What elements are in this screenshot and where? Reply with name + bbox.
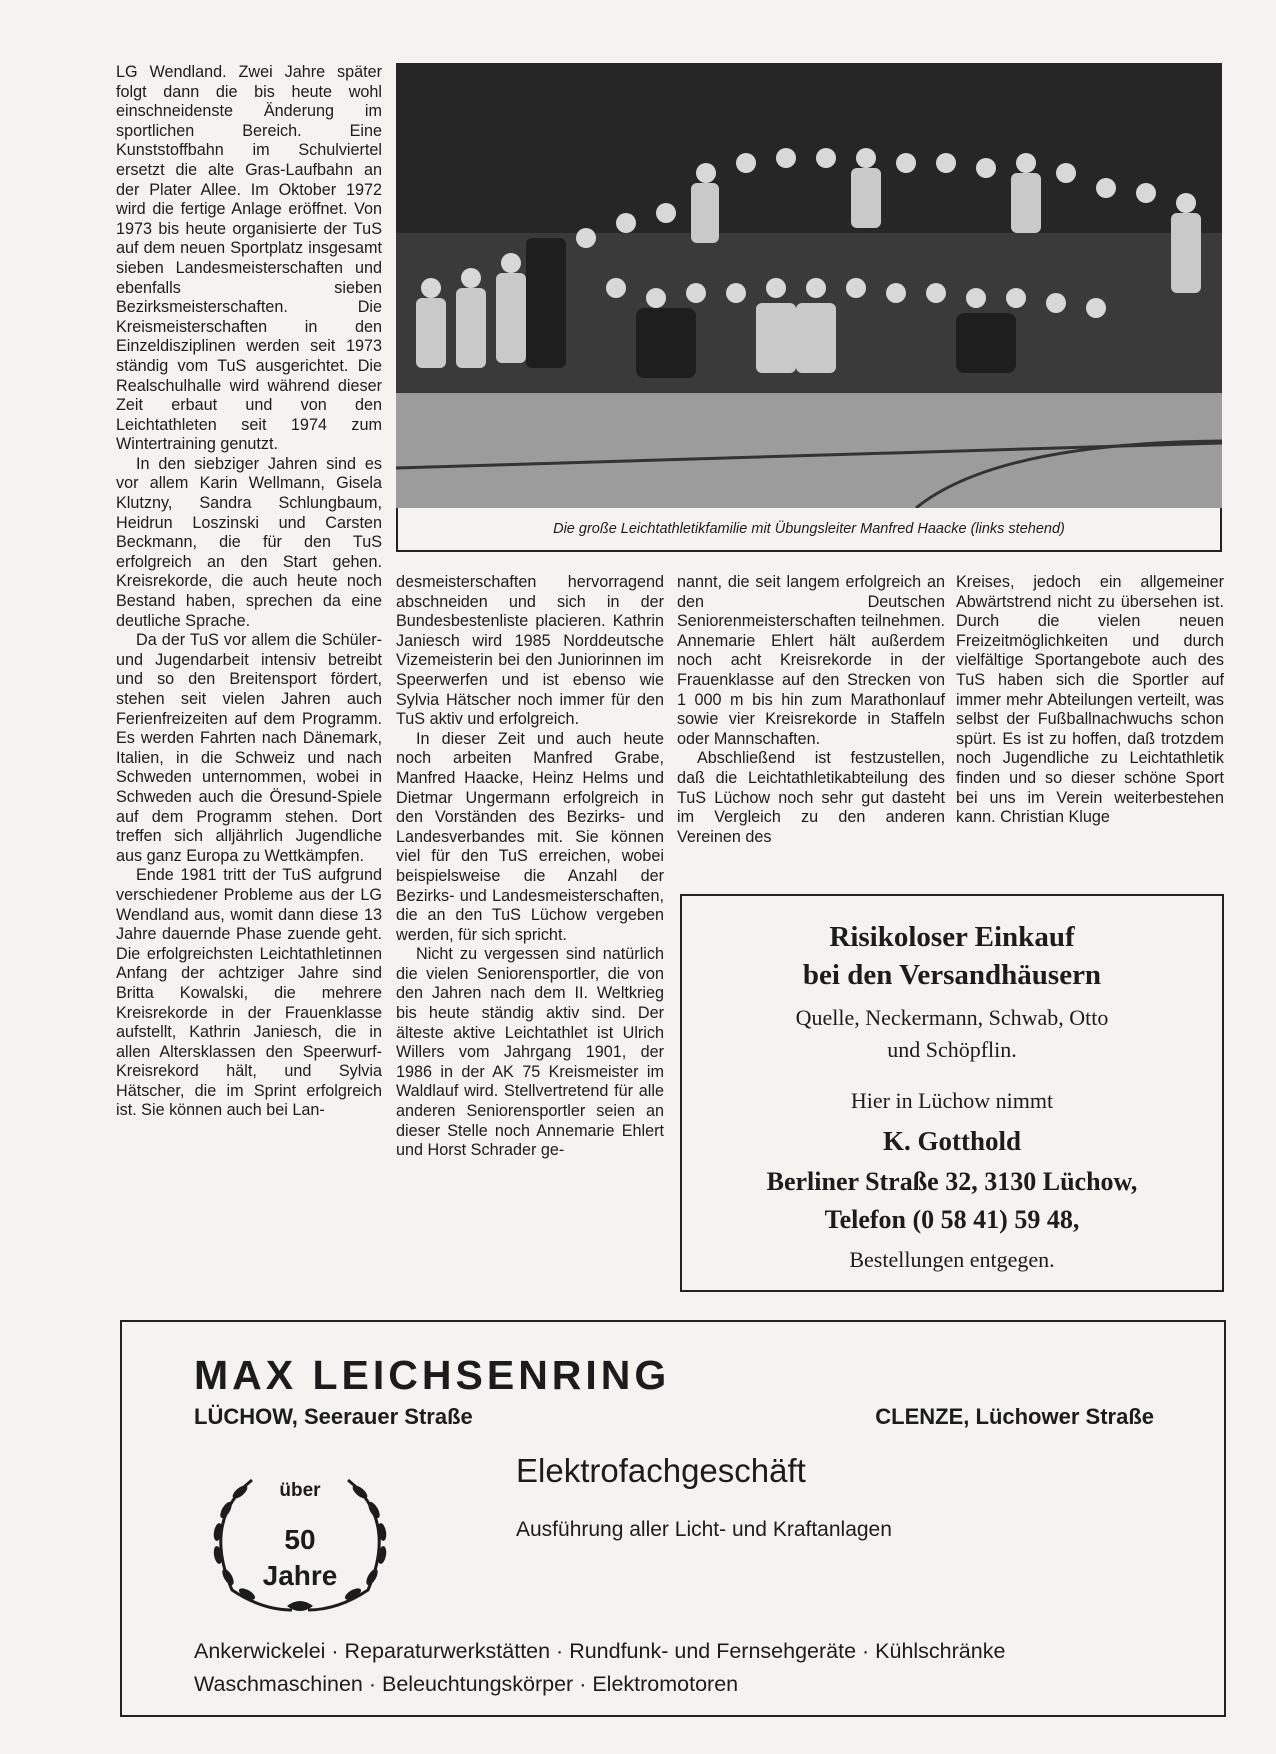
anniversary-badge bbox=[192, 1460, 408, 1620]
ad-phone: Telefon (0 58 41) 59 48, bbox=[824, 1205, 1080, 1234]
ad-intro: Hier in Lüchow nimmt bbox=[850, 1088, 1054, 1113]
photo-figure bbox=[396, 63, 1222, 552]
ad-agent-name: K. Gotthold bbox=[882, 1126, 1022, 1156]
badge-prefix: über bbox=[279, 1480, 321, 1501]
paragraph: Da der TuS vor allem die Schüler- und Jugendarbeit intensiv betreibt und so den Breitensport fördert, stehen seit vielen Jahren auch Ferienfreizeiten auf dem Programm. Es werden Fahrten nach Dänemark, Italien, in die Schweiz und nach Schweden unternommen, wobei in Schweden auch die Öresund-Spiele auf dem Programm stehen. Dort treffen sich alljährlich Jugendliche aus ganz Europa zu Wettkämpfen. bbox=[116, 631, 382, 865]
company-name: MAX LEICHSENRING bbox=[194, 1352, 671, 1398]
team-photo-image bbox=[396, 63, 1222, 508]
versandhaus-advertisement bbox=[680, 894, 1224, 1292]
photo-caption: Die große Leichtathletikfamilie mit Übungsleiter Manfred Haacke (links stehend) bbox=[553, 521, 1065, 537]
service-line: Ausführung aller Licht- und Kraftanlagen bbox=[516, 1518, 892, 1541]
paragraph: In dieser Zeit und auch heute noch arbeiten Manfred Grabe, Manfred Haacke, Heinz Helms und Dietmar Ungermann erfolgreich in den Vorständen des Bezirks- und Landesverbandes mit. Sie können viel für den TuS erreichen, wobei beispielsweise die Anzahl der Bezirks- und Landesmeisterschaften, die an den TuS Lüchow vergeben werden, für sich spricht. bbox=[396, 729, 664, 944]
paragraph: Ende 1981 tritt der TuS aufgrund verschiedener Probleme aus der LG Wendland aus, womit dann diese 13 Jahre dauernde Phase zuende geht. Die erfolgreichsten Leichtathletinnen Anfang der achtziger Jahre sind Britta Kowalski, die mehrere Kreisrekorde in der Frauenklasse aufstellt, Kathrin Janiesch, die in allen Altersklassen den Speerwurf-Kreisrekord hält, und Sylvia Hätscher, die im Sprint erfolgreich ist. Sie können auch bei Lan- bbox=[116, 866, 382, 1120]
paragraph: nannt, die seit langem erfolgreich an den Deutschen Seniorenmeisterschaften teilnehmen. Annemarie Ehlert hält außerdem noch acht Kreisrekorde in der Frauenklasse auf den Strecken von 1 000 m bis hin zum Marathonlauf sowie vier Kreisrekorde in Staffeln oder Mannschaften. bbox=[677, 573, 945, 748]
paragraph: LG Wendland. Zwei Jahre später folgt dann die bis heute wohl einschneidenste Änderung im sportlichen Bereich. Eine Kunststoffbahn im Schulviertel ersetzt die alte Gras-Laufbahn an der Plater Allee. Im Oktober 1972 wird die fertige Anlage eröffnet. Von 1973 bis heute organisierte der TuS auf dem neuen Sportplatz insgesamt sieben Landesmeisterschaften und ebenfalls sieben Bezirksmeisterschaften. Die Kreismeisterschaften in den Einzeldisziplinen werden seit 1973 ständig vom TuS ausgerichtet. Die Realschulhalle wird während dieser Zeit erbaut und von den Leichtathleten seit 1974 zum Wintertraining genutzt. bbox=[116, 63, 382, 454]
services-list-line-2: Waschmaschinen · Beleuchtungskörper · Elektromotoren bbox=[194, 1672, 739, 1696]
ad-headline-line-1: Risikoloser Einkauf bbox=[829, 921, 1075, 953]
ad-headline-line-2: bei den Versandhäusern bbox=[802, 959, 1102, 991]
team-photo bbox=[396, 63, 1222, 508]
ad-brands-line-2: und Schöpflin. bbox=[887, 1037, 1017, 1062]
trade-title: Elektrofachgeschäft bbox=[516, 1452, 806, 1489]
ad-headline bbox=[682, 918, 1222, 994]
ad-brands bbox=[682, 1002, 1222, 1066]
ad-closing: Bestellungen entgegen. bbox=[849, 1247, 1055, 1272]
paragraph: In den siebziger Jahren sind es vor allem Karin Wellmann, Gisela Klutzny, Sandra Schlungbaum, Heidrun Loszinski und Carsten Beckmann, die für den TuS erfolgreich an den Start gehen. Kreisrekorde, die auch heute noch Bestand haben, sprechen da eine deutliche Sprache. bbox=[116, 454, 382, 630]
article-column-4 bbox=[956, 573, 1224, 828]
paragraph: Kreises, jedoch ein allgemeiner Abwärtstrend nicht zu übersehen ist. Durch die vielen neuen Freizeitmöglichkeiten und durch vielfältige Sportangebote auch des TuS haben sich die Sportler auf immer mehr Abteilungen verteilt, was selbst der Fußballnachwuchs schon spürt. Es ist zu hoffen, daß trotzdem noch Jugendliche zu Leichtathletik finden und so dieser schöne Sport bei uns im Verein weiterbestehen kann. Christian Kluge bbox=[956, 573, 1224, 827]
location-clenze: CLENZE, Lüchower Straße bbox=[875, 1404, 1154, 1429]
location-luechow: LÜCHOW, Seerauer Straße bbox=[194, 1404, 473, 1429]
photo-caption-box bbox=[396, 508, 1222, 552]
elektro-advertisement bbox=[120, 1320, 1226, 1717]
services-list-line-1: Ankerwickelei · Reparaturwerkstätten · Rundfunk- und Fernsehgeräte · Kühlschränke bbox=[194, 1639, 1006, 1663]
paragraph: Abschließend ist festzustellen, daß die Leichtathletikabteilung des TuS Lüchow noch sehr gut dasteht im Vergleich zu den anderen Vereinen des bbox=[677, 749, 945, 846]
ad-address: Berliner Straße 32, 3130 Lüchow, bbox=[766, 1167, 1138, 1196]
paragraph: Nicht zu vergessen sind natürlich die vielen Seniorensportler, die von den Jahren nach dem II. Weltkrieg bis heute ständig aktiv sind. Der älteste aktive Leichtathlet ist Ulrich Willers vom Jahrgang 1901, der 1986 in der AK 75 Kreismeister im Waldlauf wird. Stellvertretend für alle anderen Seniorensportler seien an dieser Stelle noch Annemarie Ehlert und Horst Schrader ge- bbox=[396, 945, 664, 1160]
badge-years-number: 50 bbox=[284, 1524, 316, 1555]
article-column-1 bbox=[116, 63, 382, 1121]
paragraph: desmeisterschaften hervorragend abschneiden und sich in der Bundesbestenliste placieren. Kathrin Janiesch wird 1985 Norddeutsche Vizemeisterin bei den Juniorinnen im Speerwerfen und ist ebenso wie Sylvia Hätscher noch immer für den TuS aktiv und erfolgreich. bbox=[396, 573, 664, 729]
badge-years-unit: Jahre bbox=[262, 1560, 338, 1591]
article-column-2 bbox=[396, 573, 664, 1161]
article-column-3 bbox=[677, 573, 945, 847]
ad-brands-line-1: Quelle, Neckermann, Schwab, Otto bbox=[795, 1005, 1109, 1030]
